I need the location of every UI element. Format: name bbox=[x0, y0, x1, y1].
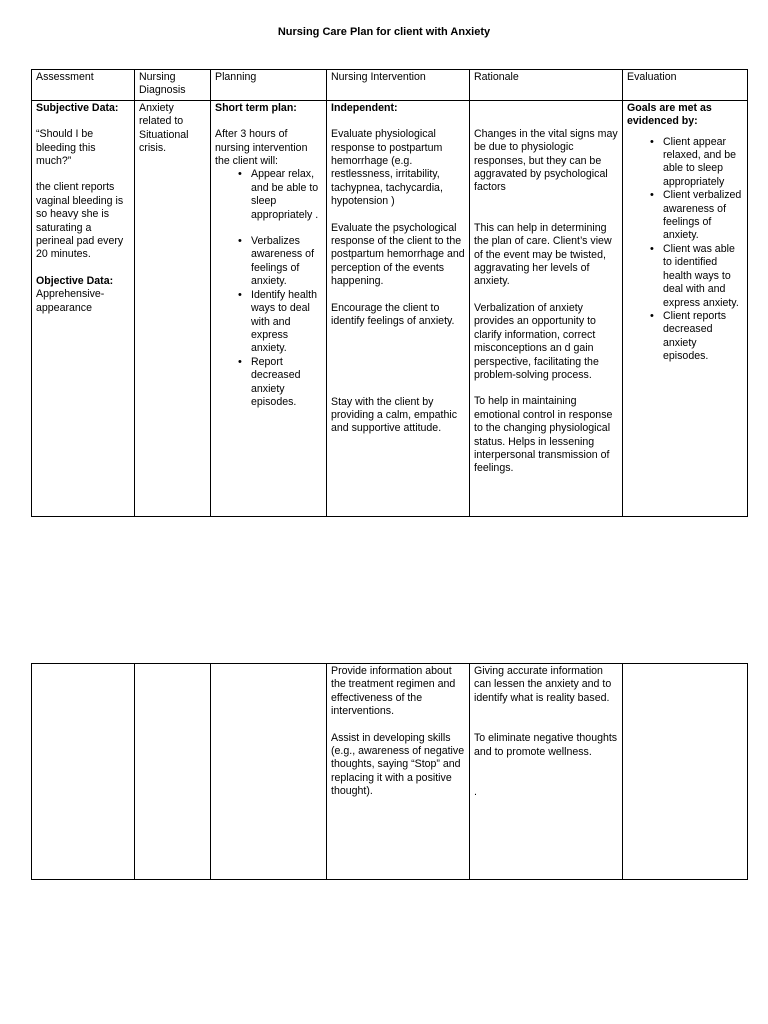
rationale-cell bbox=[470, 100, 623, 516]
list-item: • Verbalizes awareness of feelings of anxiety. bbox=[251, 235, 322, 289]
care-plan-table bbox=[31, 69, 748, 517]
list-item: • Identify health ways to deal with and express anxiety. bbox=[251, 289, 322, 356]
care-plan-table-continued bbox=[31, 663, 748, 880]
list-item: • Client verbalized awareness of feelings of anxiety. bbox=[663, 189, 743, 243]
list-item: • Report decreased anxiety episodes. bbox=[251, 356, 322, 410]
evaluation-cell bbox=[623, 100, 748, 516]
intervention-item: Assist in developing skills (e.g., awareness of negative thoughts, saying “Stop” and replacing it with a positive thought). bbox=[331, 731, 465, 798]
header-intervention: Nursing Intervention bbox=[327, 70, 470, 101]
header-diagnosis: Nursing Diagnosis bbox=[135, 70, 211, 101]
table-row bbox=[32, 100, 748, 516]
intervention-item: Evaluate physiological response to postpartum hemorrhage (e.g. restlessness, irritability, tachypnea, tachycardia, hypotension ) bbox=[331, 128, 443, 208]
rationale-item: To help in maintaining emotional control in response to the changing physiological status. Helps in lessening interpersonal transmission of feelings. bbox=[474, 395, 613, 475]
intervention-item: Stay with the client by providing a calm, empathic and supportive attitude. bbox=[331, 395, 458, 435]
planning-list bbox=[215, 168, 322, 409]
header-row bbox=[32, 70, 748, 101]
intervention-cell bbox=[327, 664, 470, 880]
planning-intro: After 3 hours of nursing intervention the client will: bbox=[215, 128, 308, 168]
list-item: • Client appear relaxed, and be able to sleep appropriately bbox=[663, 136, 743, 190]
independent-label: Independent: bbox=[331, 101, 398, 114]
rationale-item: Giving accurate information can lessen the anxiety and to identify what is reality based. bbox=[474, 665, 612, 704]
subjective-report: the client reports vaginal bleeding is so heavy she is saturating a perineal pad every 20 minutes. bbox=[36, 181, 124, 261]
table-row bbox=[32, 664, 748, 880]
rationale-item: This can help in determining the plan of care. Client’s view of the event may be twisted, aggravating her levels of anxiety. bbox=[474, 221, 612, 288]
goals-label: Goals are met as evidenced by: bbox=[627, 101, 712, 128]
diagnosis-cell-empty bbox=[135, 664, 211, 880]
objective-data: Apprehensive-appearance bbox=[36, 288, 105, 314]
intervention-item: Encourage the client to identify feelings of anxiety. bbox=[331, 301, 455, 328]
list-item: • Client was able to identified health ways to deal with and express anxiety. bbox=[663, 243, 743, 310]
rationale-item: . bbox=[474, 786, 477, 799]
rationale-cell bbox=[470, 664, 623, 880]
evaluation-cell-empty bbox=[623, 664, 748, 880]
planning-cell bbox=[211, 100, 327, 516]
assessment-cell-empty bbox=[32, 664, 135, 880]
short-term-plan-label: Short term plan: bbox=[215, 101, 297, 114]
header-assessment: Assessment bbox=[32, 70, 135, 101]
intervention-item: Evaluate the psychological response of the client to the postpartum hemorrhage and perception of the events happening. bbox=[331, 221, 465, 288]
diagnosis-cell: Anxiety related to Situational crisis. bbox=[135, 100, 211, 516]
planning-cell-empty bbox=[211, 664, 327, 880]
header-evaluation: Evaluation bbox=[623, 70, 748, 101]
header-rationale: Rationale bbox=[470, 70, 623, 101]
objective-label: Objective Data: bbox=[36, 274, 114, 287]
assessment-cell bbox=[32, 100, 135, 516]
evaluation-list bbox=[627, 136, 743, 364]
intervention-item: Provide information about the treatment regimen and effectiveness of the interventions. bbox=[331, 665, 456, 718]
rationale-item: Changes in the vital signs may be due to physiologic responses, but they can be aggravated by psychological factors bbox=[474, 127, 618, 194]
page-title: Nursing Care Plan for client with Anxiety bbox=[277, 26, 491, 38]
rationale-item: Verbalization of anxiety provides an opportunity to clarify information, correct misconceptions an d gain perspective, facilitating the problem-solving process. bbox=[474, 301, 599, 381]
intervention-cell bbox=[327, 100, 470, 516]
subjective-quote: “Should I be bleeding this much?” bbox=[36, 128, 96, 168]
rationale-item: To eliminate negative thoughts and to promote wellness. bbox=[474, 732, 618, 758]
subjective-label: Subjective Data: bbox=[36, 101, 119, 114]
list-item: • Client reports decreased anxiety episodes. bbox=[663, 310, 743, 364]
list-item: • Appear relax, and be able to sleep appropriately . bbox=[251, 168, 322, 222]
header-planning: Planning bbox=[211, 70, 327, 101]
